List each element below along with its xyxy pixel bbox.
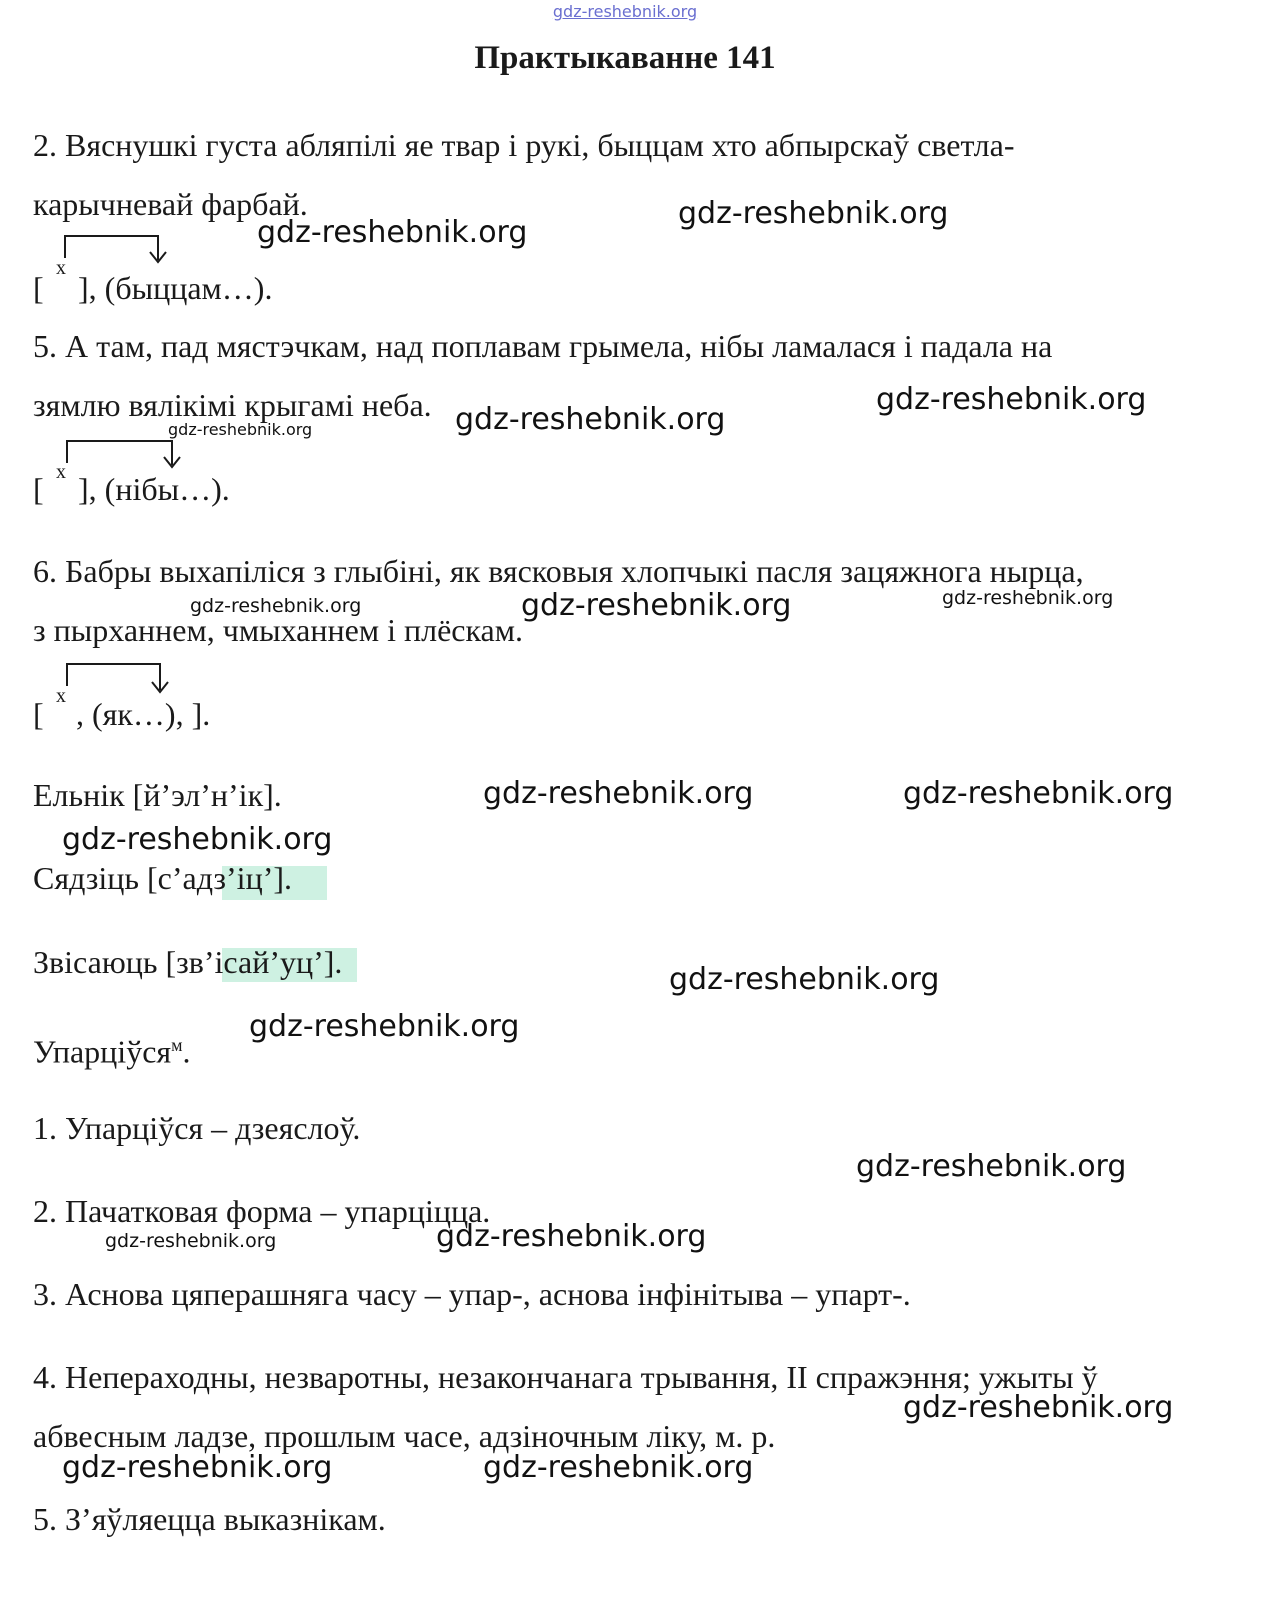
watermark: gdz-reshebnik.org [483, 1450, 754, 1485]
watermark: gdz-reshebnik.org [678, 196, 949, 231]
watermark-small: gdz-reshebnik.org [942, 587, 1114, 609]
watermark: gdz-reshebnik.org [455, 402, 726, 437]
phonetic-syadzits: Сядзіць [с’адз’іц’]. [33, 860, 292, 896]
morph-mark: м [171, 1035, 183, 1055]
scheme-arrow-1 [55, 228, 185, 268]
sentence-6-line-2: з пырханнем, чмыханнем і плёскам. [33, 612, 523, 648]
watermark: gdz-reshebnik.org [62, 822, 333, 857]
scheme-3-open: [ [33, 696, 44, 732]
watermark: gdz-reshebnik.org [483, 776, 754, 811]
scheme-1-open: [ [33, 270, 44, 306]
morph-word-text: Упарціўся [33, 1033, 172, 1070]
sentence-2-line-2: карычневай фарбай. [33, 186, 308, 222]
watermark-small: gdz-reshebnik.org [168, 420, 313, 439]
watermark: gdz-reshebnik.org [521, 588, 792, 623]
watermark: gdz-reshebnik.org [856, 1149, 1127, 1184]
scheme-3-predicate-mark: х [56, 685, 66, 707]
watermark-small: gdz-reshebnik.org [105, 1230, 277, 1252]
morph-item-1: 1. Упарціўся – дзеяслоў. [33, 1110, 361, 1146]
watermark: gdz-reshebnik.org [876, 382, 1147, 417]
scheme-2-rest: ], (нібы…). [78, 471, 230, 507]
scheme-1-rest: ], (быццам…). [78, 270, 273, 306]
morph-item-4-line-2: абвесным ладзе, прошлым часе, адзіночным ліку, м. р. [33, 1418, 776, 1454]
watermark: gdz-reshebnik.org [62, 1450, 333, 1485]
page-title: Практыкаванне 141 [474, 40, 776, 76]
scheme-arrow-3 [57, 656, 187, 698]
watermark: gdz-reshebnik.org [257, 215, 528, 250]
watermark: gdz-reshebnik.org [249, 1009, 520, 1044]
sentence-2-line-1: 2. Вяснушкі густа абляпілі яе твар і рукі, быццам хто абпырскаў светла- [33, 127, 1015, 163]
watermark: gdz-reshebnik.org [903, 1390, 1174, 1425]
morph-word [33, 1025, 191, 1072]
watermark: gdz-reshebnik.org [436, 1219, 707, 1254]
sentence-5-line-1: 5. А там, пад мястэчкам, над поплавам грымела, нібы ламалася і падала на [33, 328, 1053, 364]
morph-item-5: 5. З’яўляецца выказнікам. [33, 1501, 386, 1537]
morph-item-3: 3. Аснова цяперашняга часу – упар-, аснова інфінітыва – упарт-. [33, 1276, 911, 1312]
scheme-1-predicate-mark: х [56, 257, 66, 279]
sentence-6-line-1: 6. Бабры выхапіліся з глыбіні, як вясковыя хлопчыкі пасля зацяжнога нырца, [33, 553, 1084, 589]
phonetic-yelnik: Ельнік [й’эл’н’ік]. [33, 777, 282, 813]
watermark: gdz-reshebnik.org [903, 776, 1174, 811]
scheme-2-open: [ [33, 471, 44, 507]
scheme-2-predicate-mark: х [56, 461, 66, 483]
sentence-5-line-2: зямлю вялікімі крыгамі неба. [33, 387, 432, 423]
watermark-small: gdz-reshebnik.org [190, 595, 362, 617]
scheme-3-rest: , (як…), ]. [76, 696, 211, 732]
morph-item-4-line-1: 4. Непераходны, незваротны, незакончанага трывання, II спражэння; ужыты ў [33, 1359, 1098, 1395]
morph-word-end: . [182, 1033, 191, 1070]
phonetic-zvisayuts: Звісаюць [зв’ісай’уц’]. [33, 944, 343, 980]
top-watermark-link[interactable]: gdz-reshebnik.org [552, 2, 698, 21]
morph-item-2: 2. Пачатковая форма – упарціцца. [33, 1193, 491, 1229]
watermark: gdz-reshebnik.org [669, 962, 940, 997]
